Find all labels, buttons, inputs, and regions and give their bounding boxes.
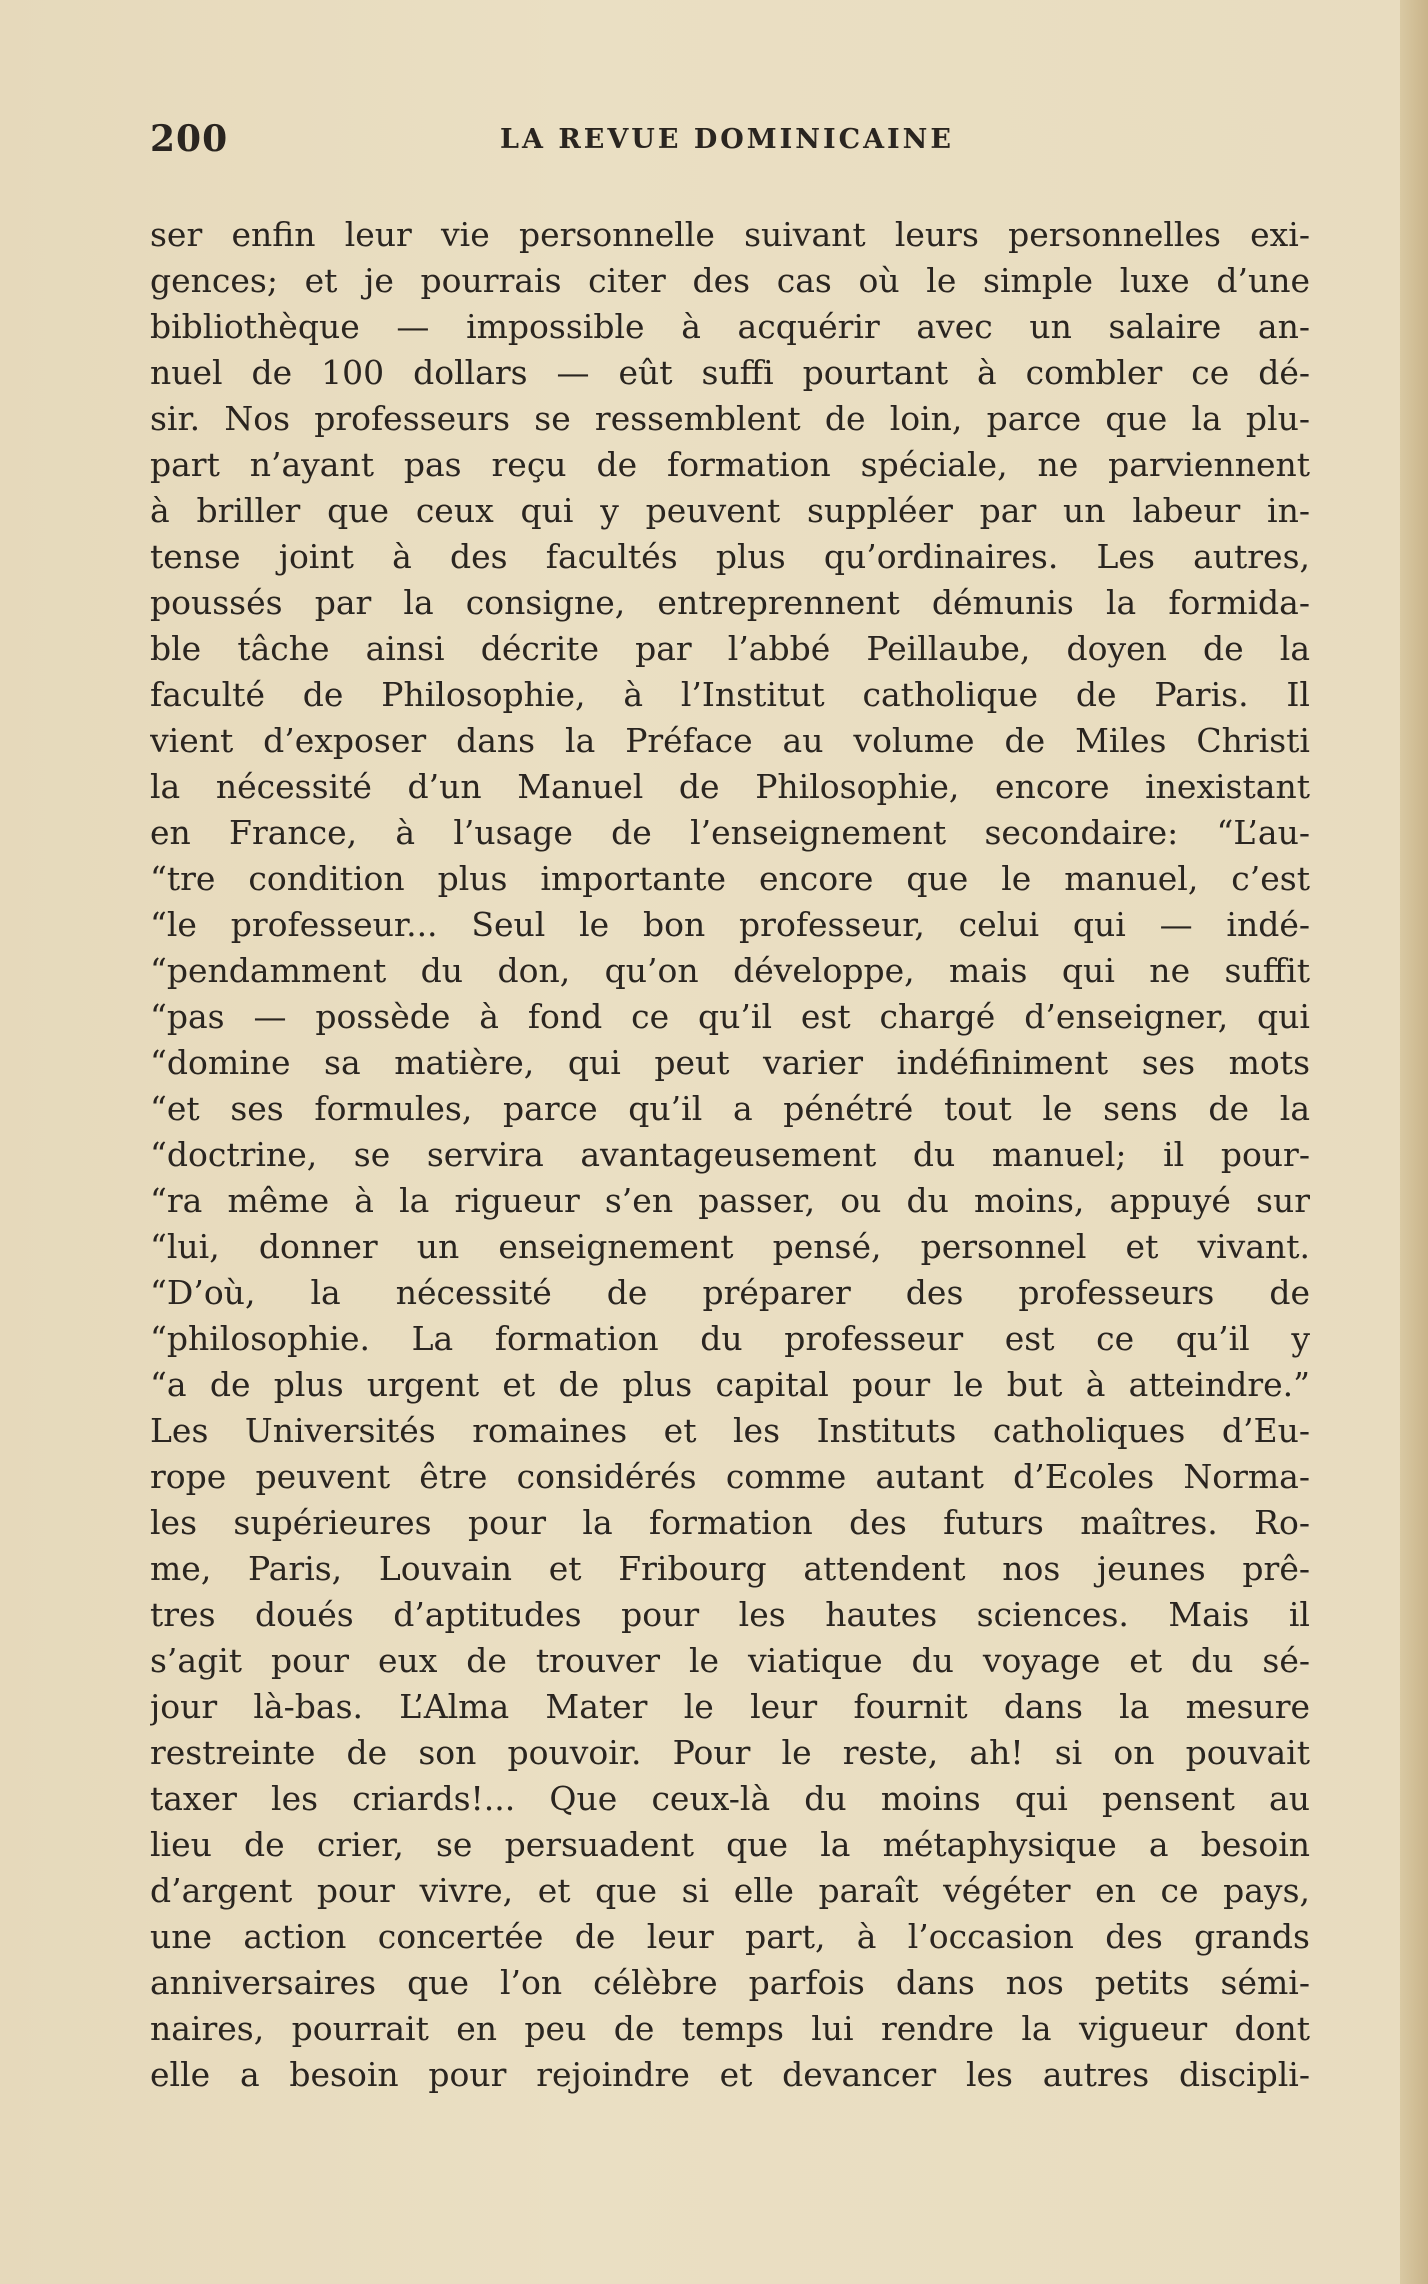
text-line: vient d’exposer dans la Préface au volume de Miles Christi (150, 721, 1310, 760)
text-line: nuel de 100 dollars — eût suffi pourtant à combler ce dé- (150, 353, 1310, 392)
text-line: “D’où, la nécessité de préparer des professeurs de (150, 1273, 1310, 1312)
text-line: me, Paris, Louvain et Fribourg attendent nos jeunes prê- (150, 1549, 1310, 1588)
page-header (150, 118, 1310, 168)
text-line: Les Universités romaines et les Instituts catholiques d’Eu- (150, 1411, 1310, 1450)
text-line: “domine sa matière, qui peut varier indéfiniment ses mots (150, 1043, 1310, 1082)
text-line: “pendamment du don, qu’on développe, mais qui ne suffit (150, 951, 1310, 990)
text-line: “et ses formules, parce qu’il a pénétré tout le sens de la (150, 1089, 1310, 1128)
text-line: “philosophie. La formation du professeur est ce qu’il y (150, 1319, 1310, 1358)
text-line: bibliothèque — impossible à acquérir avec un salaire an- (150, 307, 1310, 346)
text-line: rope peuvent être considérés comme autant d’Ecoles Norma- (150, 1457, 1310, 1496)
text-line: la nécessité d’un Manuel de Philosophie, encore inexistant (150, 767, 1310, 806)
text-line: naires, pourrait en peu de temps lui rendre la vigueur dont (150, 2009, 1310, 2048)
text-line: une action concertée de leur part, à l’occasion des grands (150, 1917, 1310, 1956)
page-number: 200 (150, 118, 229, 160)
text-line: lieu de crier, se persuadent que la métaphysique a besoin (150, 1825, 1310, 1864)
text-line: ser enfin leur vie personnelle suivant leurs personnelles exi- (150, 215, 1310, 254)
body-text (150, 212, 1310, 2098)
text-line: elle a besoin pour rejoindre et devancer les autres discipli- (150, 2055, 1310, 2094)
text-line: “a de plus urgent et de plus capital pour le but à atteindre.” (150, 1365, 1310, 1404)
text-line: faculté de Philosophie, à l’Institut catholique de Paris. Il (150, 675, 1310, 714)
text-line: ble tâche ainsi décrite par l’abbé Peillaube, doyen de la (150, 629, 1310, 668)
text-line: taxer les criards!... Que ceux-là du moins qui pensent au (150, 1779, 1310, 1818)
text-line: “le professeur... Seul le bon professeur, celui qui — indé- (150, 905, 1310, 944)
text-line: part n’ayant pas reçu de formation spéciale, ne parviennent (150, 445, 1310, 484)
text-line: “lui, donner un enseignement pensé, personnel et vivant. (150, 1227, 1310, 1266)
text-line: poussés par la consigne, entreprennent démunis la formida- (150, 583, 1310, 622)
text-line: s’agit pour eux de trouver le viatique du voyage et du sé- (150, 1641, 1310, 1680)
text-line: sir. Nos professeurs se ressemblent de loin, parce que la plu- (150, 399, 1310, 438)
text-line: tres doués d’aptitudes pour les hautes sciences. Mais il (150, 1595, 1310, 1634)
text-line: les supérieures pour la formation des futurs maîtres. Ro- (150, 1503, 1310, 1542)
text-line: “tre condition plus importante encore que le manuel, c’est (150, 859, 1310, 898)
page-edge-shadow (1400, 0, 1428, 2284)
text-line: tense joint à des facultés plus qu’ordinaires. Les autres, (150, 537, 1310, 576)
text-line: anniversaires que l’on célèbre parfois dans nos petits sémi- (150, 1963, 1310, 2002)
text-line: “pas — possède à fond ce qu’il est chargé d’enseigner, qui (150, 997, 1310, 1036)
text-line: gences; et je pourrais citer des cas où le simple luxe d’une (150, 261, 1310, 300)
text-line: restreinte de son pouvoir. Pour le reste, ah! si on pouvait (150, 1733, 1310, 1772)
text-line: en France, à l’usage de l’enseignement secondaire: “L’au- (150, 813, 1310, 852)
text-line: “doctrine, se servira avantageusement du manuel; il pour- (150, 1135, 1310, 1174)
text-line: jour là-bas. L’Alma Mater le leur fournit dans la mesure (150, 1687, 1310, 1726)
text-line: d’argent pour vivre, et que si elle paraît végéter en ce pays, (150, 1871, 1310, 1910)
text-line: “ra même à la rigueur s’en passer, ou du moins, appuyé sur (150, 1181, 1310, 1220)
text-line: à briller que ceux qui y peuvent suppléer par un labeur in- (150, 491, 1310, 530)
running-head: LA REVUE DOMINICAINE (500, 124, 954, 155)
